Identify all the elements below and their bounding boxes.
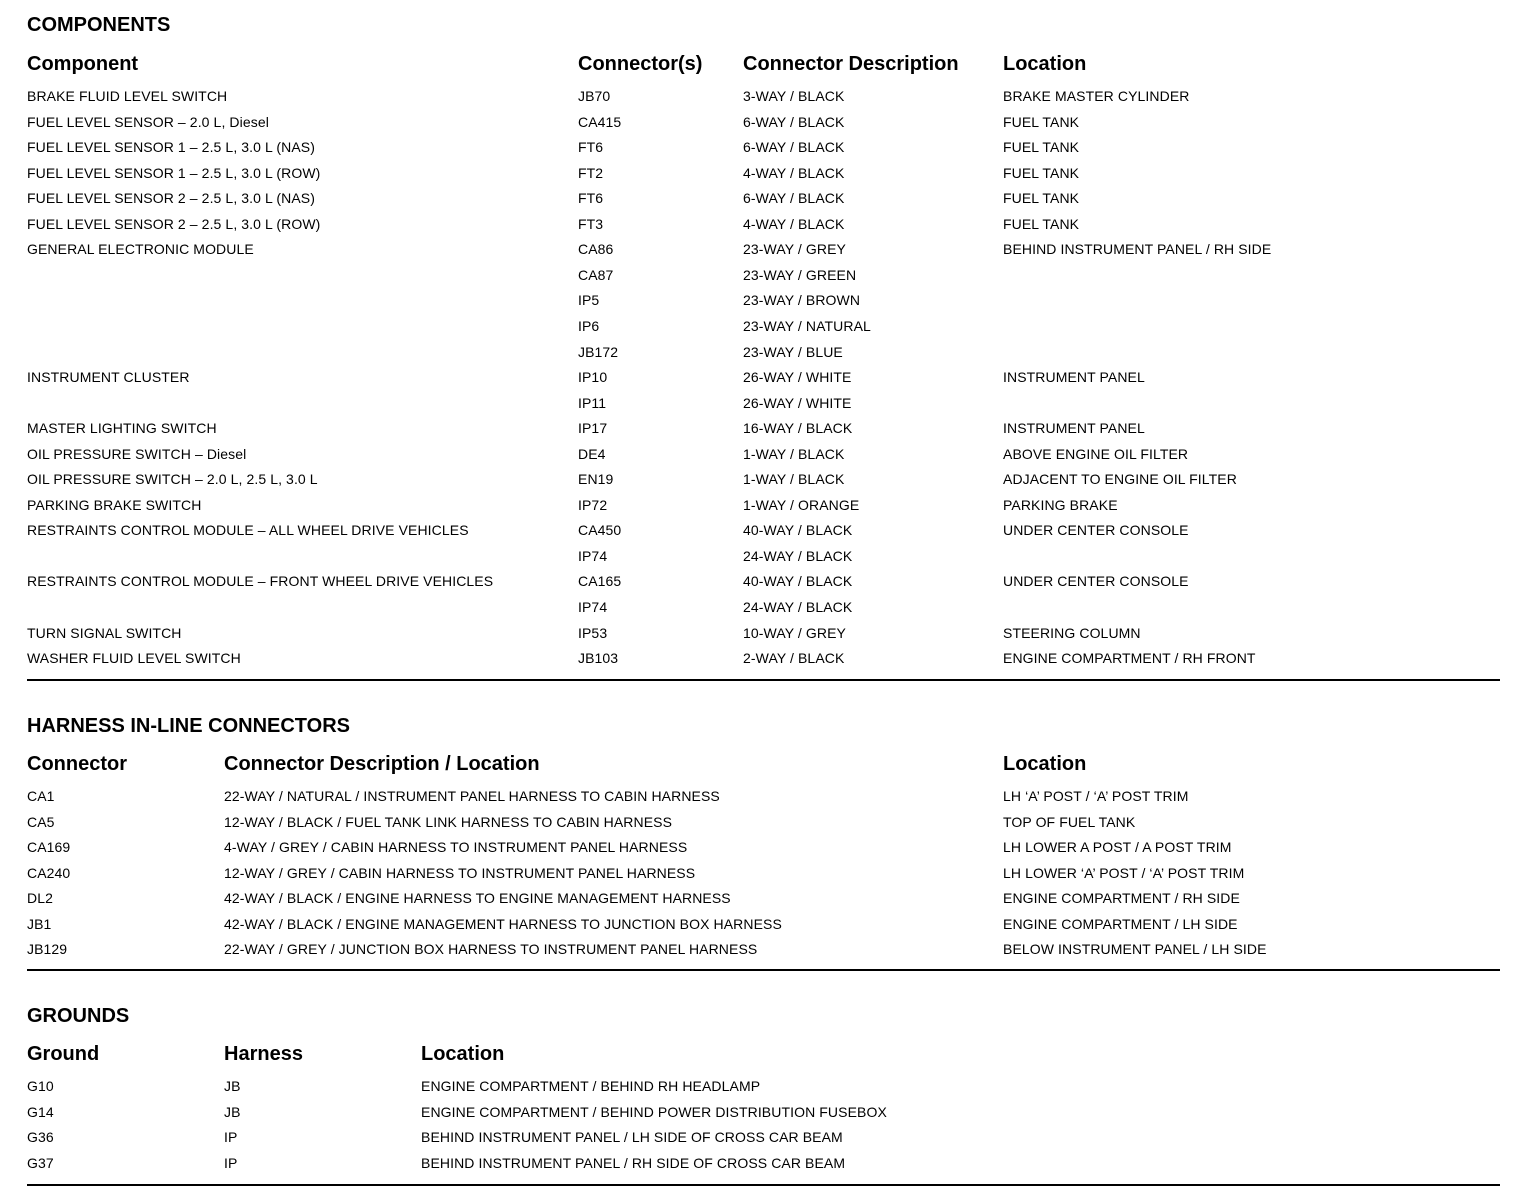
cell-connector-description: 24-WAY / BLACK: [743, 547, 853, 564]
cell-component-name: INSTRUMENT CLUSTER: [27, 369, 190, 386]
cell-ground-id: G37: [27, 1154, 54, 1171]
component-row: [27, 287, 1500, 313]
cell-location: LH LOWER A POST / A POST TRIM: [1003, 839, 1232, 855]
component-row: [27, 492, 1500, 518]
cell-component-name: WASHER FLUID LEVEL SWITCH: [27, 650, 241, 667]
cell-connector-id: IP74: [578, 547, 608, 564]
cell-connector-id: CA1: [27, 788, 55, 804]
cell-connector-description: 40-WAY / BLACK: [743, 573, 853, 590]
components-header-row: [27, 51, 1500, 77]
component-row: [27, 313, 1500, 339]
cell-connector-description-location: 42-WAY / BLACK / ENGINE MANAGEMENT HARNESS TO JUNCTION BOX HARNESS: [224, 915, 782, 932]
cell-location: ENGINE COMPARTMENT / RH SIDE: [1003, 890, 1240, 906]
cell-component-name: GENERAL ELECTRONIC MODULE: [27, 241, 254, 258]
cell-location: UNDER CENTER CONSOLE: [1003, 522, 1189, 539]
cell-location: FUEL TANK: [1003, 164, 1080, 181]
cell-location: BEHIND INSTRUMENT PANEL / RH SIDE: [1003, 241, 1272, 258]
cell-connector-id: JB129: [27, 941, 68, 957]
cell-harness-code: JB: [224, 1103, 241, 1120]
harness-connector-row: [27, 911, 1500, 937]
cell-connector-id: JB172: [578, 343, 619, 360]
cell-connector-id: IP72: [578, 496, 608, 513]
grounds-header-row: [27, 1041, 1500, 1067]
cell-location: ABOVE ENGINE OIL FILTER: [1003, 445, 1189, 462]
cell-connector-id: FT3: [578, 215, 604, 232]
cell-component-name: PARKING BRAKE SWITCH: [27, 496, 202, 513]
harness-connector-row: [27, 809, 1500, 835]
component-row: [27, 134, 1500, 160]
cell-connector-id: IP53: [578, 624, 608, 641]
cell-connector-id: JB70: [578, 88, 611, 104]
cell-connector-description: 23-WAY / BLUE: [743, 343, 843, 360]
cell-component-name: RESTRAINTS CONTROL MODULE – FRONT WHEEL DRIVE VEHICLES: [27, 573, 494, 590]
column-header-component-name: Component: [27, 53, 139, 75]
cell-location: TOP OF FUEL TANK: [1003, 813, 1136, 830]
cell-location: UNDER CENTER CONSOLE: [1003, 573, 1189, 590]
column-header-location: Location: [1003, 753, 1087, 775]
cell-connector-description: 23-WAY / GREY: [743, 241, 846, 258]
cell-connector-id: CA240: [27, 864, 71, 881]
cell-location: ENGINE COMPARTMENT / BEHIND POWER DISTRIBUTION FUSEBOX: [421, 1103, 887, 1120]
component-row: [27, 466, 1500, 492]
cell-harness-code: IP: [224, 1154, 238, 1171]
cell-location: FUEL TANK: [1003, 139, 1080, 156]
cell-ground-id: G14: [27, 1103, 54, 1120]
cell-connector-description-location: 22-WAY / GREY / JUNCTION BOX HARNESS TO INSTRUMENT PANEL HARNESS: [224, 941, 758, 957]
cell-location: BEHIND INSTRUMENT PANEL / LH SIDE OF CROSS CAR BEAM: [421, 1129, 843, 1146]
cell-connector-description: 3-WAY / BLACK: [743, 88, 845, 104]
cell-connector-id: JB103: [578, 650, 619, 667]
cell-connector-description: 16-WAY / BLACK: [743, 420, 853, 437]
component-row: [27, 441, 1500, 467]
cell-connector-id: IP11: [578, 394, 607, 411]
cell-location: BELOW INSTRUMENT PANEL / LH SIDE: [1003, 941, 1267, 957]
cell-connector-description: 26-WAY / WHITE: [743, 369, 852, 386]
component-row: [27, 339, 1500, 365]
cell-component-name: RESTRAINTS CONTROL MODULE – ALL WHEEL DRIVE VEHICLES: [27, 522, 469, 539]
cell-connector-description: 1-WAY / ORANGE: [743, 496, 860, 513]
cell-connector-description-location: 42-WAY / BLACK / ENGINE HARNESS TO ENGINE MANAGEMENT HARNESS: [224, 890, 731, 906]
cell-connector-description: 24-WAY / BLACK: [743, 599, 853, 615]
cell-location: LH LOWER ‘A’ POST / ‘A’ POST TRIM: [1003, 864, 1245, 881]
cell-connector-id: IP74: [578, 599, 608, 615]
cell-ground-id: G36: [27, 1129, 54, 1146]
ground-row: [27, 1073, 1500, 1099]
ground-row: [27, 1099, 1500, 1125]
column-header-connector-id: Connector(s): [578, 53, 703, 75]
cell-connector-id: IP6: [578, 317, 600, 334]
component-row: [27, 160, 1500, 186]
cell-connector-id: IP10: [578, 369, 608, 386]
cell-connector-description: 4-WAY / BLACK: [743, 164, 845, 181]
cell-location: BEHIND INSTRUMENT PANEL / RH SIDE OF CROSS CAR BEAM: [421, 1154, 846, 1171]
cell-component-name: FUEL LEVEL SENSOR – 2.0 L, Diesel: [27, 113, 269, 130]
cell-connector-description: 23-WAY / BROWN: [743, 292, 861, 309]
component-row: [27, 415, 1500, 441]
component-row: [27, 568, 1500, 594]
column-header-location: Location: [421, 1043, 505, 1065]
cell-connector-description: 6-WAY / BLACK: [743, 190, 845, 207]
cell-ground-id: G10: [27, 1078, 54, 1094]
harness-connector-row: [27, 936, 1500, 962]
cell-connector-id: IP5: [578, 292, 600, 309]
cell-connector-description-location: 22-WAY / NATURAL / INSTRUMENT PANEL HARNESS TO CABIN HARNESS: [224, 788, 720, 804]
cell-connector-id: DE4: [578, 445, 606, 462]
component-row: [27, 109, 1500, 135]
cell-connector-description: 26-WAY / WHITE: [743, 394, 852, 411]
cell-connector-id: CA450: [578, 522, 622, 539]
cell-connector-id: IP17: [578, 420, 608, 437]
cell-component-name: FUEL LEVEL SENSOR 1 – 2.5 L, 3.0 L (ROW): [27, 164, 321, 181]
cell-location: ENGINE COMPARTMENT / BEHIND RH HEADLAMP: [421, 1078, 761, 1094]
component-row: [27, 236, 1500, 262]
component-row: [27, 185, 1500, 211]
cell-component-name: OIL PRESSURE SWITCH – Diesel: [27, 445, 247, 462]
cell-component-name: FUEL LEVEL SENSOR 2 – 2.5 L, 3.0 L (ROW): [27, 215, 321, 232]
cell-connector-description: 4-WAY / BLACK: [743, 215, 845, 232]
cell-component-name: BRAKE FLUID LEVEL SWITCH: [27, 88, 228, 104]
grounds-divider: [27, 1184, 1500, 1186]
cell-location: INSTRUMENT PANEL: [1003, 420, 1145, 437]
component-row: [27, 543, 1500, 569]
cell-connector-id: DL2: [27, 890, 53, 906]
column-header-connector-description: Connector Description: [743, 53, 959, 75]
cell-location: ENGINE COMPARTMENT / RH FRONT: [1003, 650, 1256, 667]
column-header-location: Location: [1003, 53, 1087, 75]
cell-location: ADJACENT TO ENGINE OIL FILTER: [1003, 471, 1237, 488]
cell-location: INSTRUMENT PANEL: [1003, 369, 1145, 386]
cell-location: FUEL TANK: [1003, 113, 1080, 130]
component-row: [27, 645, 1500, 671]
cell-connector-id: FT2: [578, 164, 604, 181]
cell-location: LH ‘A’ POST / ‘A’ POST TRIM: [1003, 788, 1189, 804]
column-header-ground-id: Ground: [27, 1043, 100, 1065]
cell-connector-id: EN19: [578, 471, 614, 488]
harness-connector-row: [27, 834, 1500, 860]
cell-location: BRAKE MASTER CYLINDER: [1003, 88, 1190, 104]
cell-connector-id: FT6: [578, 190, 604, 207]
component-row: [27, 364, 1500, 390]
cell-connector-description: 10-WAY / GREY: [743, 624, 846, 641]
harness-connector-row: [27, 860, 1500, 886]
component-row: [27, 517, 1500, 543]
cell-connector-id: CA415: [578, 113, 622, 130]
cell-component-name: FUEL LEVEL SENSOR 2 – 2.5 L, 3.0 L (NAS): [27, 190, 316, 207]
component-row: [27, 390, 1500, 416]
cell-location: PARKING BRAKE: [1003, 496, 1118, 513]
grounds-title: GROUNDS: [27, 1005, 130, 1027]
cell-connector-description: 1-WAY / BLACK: [743, 471, 845, 488]
cell-connector-description: 1-WAY / BLACK: [743, 445, 845, 462]
component-row: [27, 211, 1500, 237]
component-row: [27, 83, 1500, 109]
cell-component-name: FUEL LEVEL SENSOR 1 – 2.5 L, 3.0 L (NAS): [27, 139, 316, 156]
harness-connector-row: [27, 783, 1500, 809]
column-header-connector-description-location: Connector Description / Location: [224, 753, 540, 775]
cell-connector-description: 23-WAY / NATURAL: [743, 317, 871, 334]
ground-row: [27, 1150, 1500, 1176]
cell-location: FUEL TANK: [1003, 190, 1080, 207]
cell-connector-description: 2-WAY / BLACK: [743, 650, 845, 667]
cell-connector-id: CA165: [578, 573, 622, 590]
ground-row: [27, 1124, 1500, 1150]
cell-location: FUEL TANK: [1003, 215, 1080, 232]
components-title: COMPONENTS: [27, 14, 171, 36]
column-header-connector-id: Connector: [27, 753, 127, 775]
component-row: [27, 620, 1500, 646]
cell-location: ENGINE COMPARTMENT / LH SIDE: [1003, 915, 1238, 932]
cell-connector-description-location: 12-WAY / GREY / CABIN HARNESS TO INSTRUMENT PANEL HARNESS: [224, 864, 696, 881]
cell-connector-id: CA5: [27, 813, 55, 830]
harness-title: HARNESS IN-LINE CONNECTORS: [27, 715, 350, 737]
cell-harness-code: JB: [224, 1078, 241, 1094]
cell-connector-description: 6-WAY / BLACK: [743, 113, 845, 130]
cell-connector-description: 6-WAY / BLACK: [743, 139, 845, 156]
cell-harness-code: IP: [224, 1129, 238, 1146]
cell-connector-description-location: 4-WAY / GREY / CABIN HARNESS TO INSTRUMENT PANEL HARNESS: [224, 839, 688, 855]
cell-connector-id: JB1: [27, 915, 52, 932]
cell-component-name: MASTER LIGHTING SWITCH: [27, 420, 217, 437]
component-row: [27, 262, 1500, 288]
cell-connector-id: CA87: [578, 266, 614, 283]
column-header-harness-code: Harness: [224, 1043, 303, 1065]
cell-connector-description-location: 12-WAY / BLACK / FUEL TANK LINK HARNESS TO CABIN HARNESS: [224, 813, 673, 830]
components-divider: [27, 679, 1500, 681]
cell-component-name: OIL PRESSURE SWITCH – 2.0 L, 2.5 L, 3.0 L: [27, 471, 318, 488]
cell-connector-description: 23-WAY / GREEN: [743, 266, 857, 283]
harness-divider: [27, 969, 1500, 971]
harness-connector-row: [27, 885, 1500, 911]
component-row: [27, 594, 1500, 620]
cell-connector-description: 40-WAY / BLACK: [743, 522, 853, 539]
cell-connector-id: FT6: [578, 139, 604, 156]
cell-component-name: TURN SIGNAL SWITCH: [27, 624, 182, 641]
cell-location: STEERING COLUMN: [1003, 624, 1141, 641]
harness-header-row: [27, 751, 1500, 777]
cell-connector-id: CA86: [578, 241, 614, 258]
cell-connector-id: CA169: [27, 839, 71, 855]
